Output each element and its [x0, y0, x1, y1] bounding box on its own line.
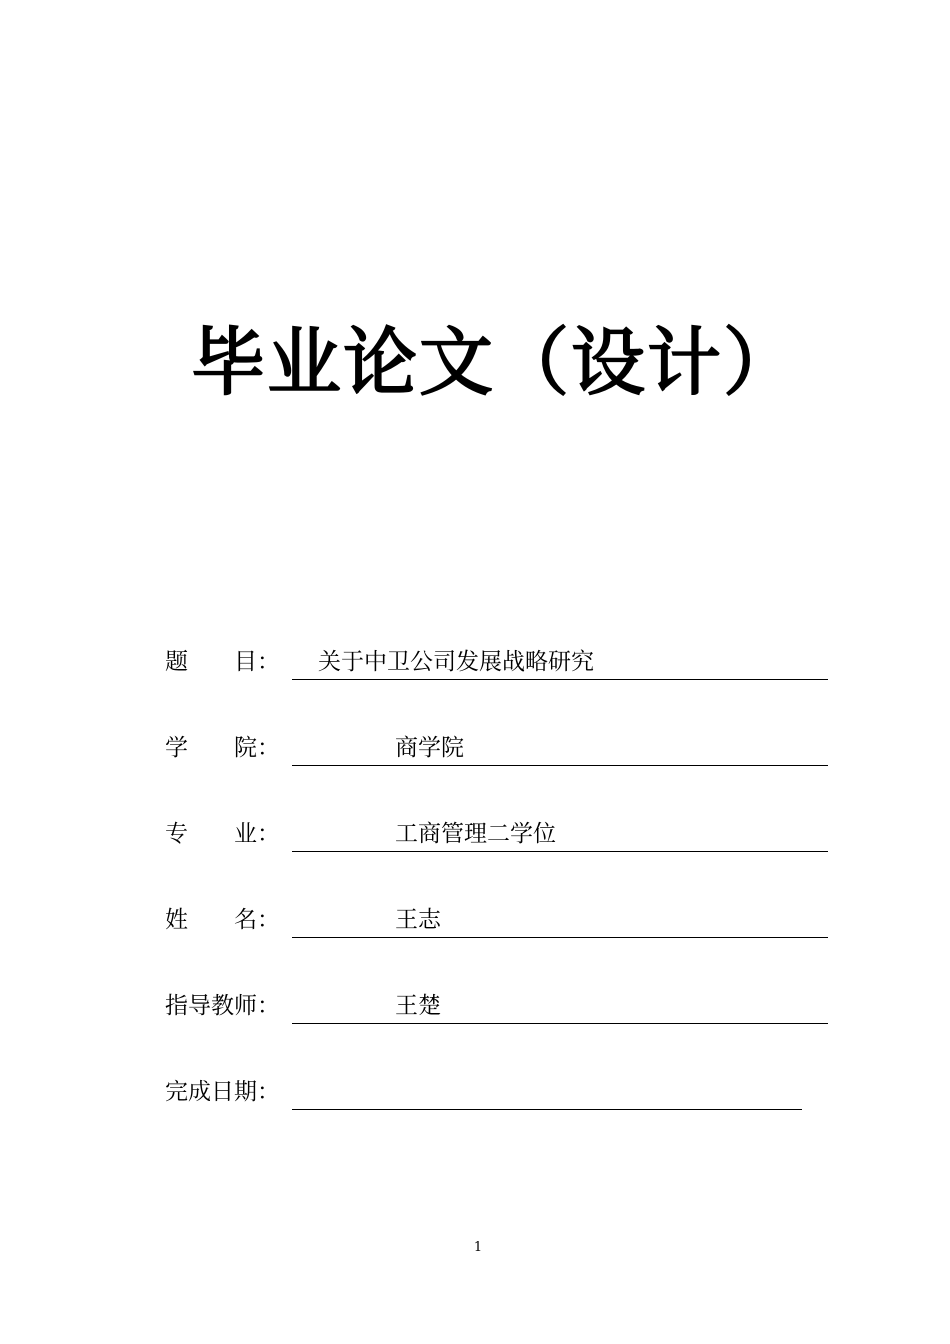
field-label-major: 专 业：: [165, 821, 280, 847]
field-label-title: 题 目：: [165, 649, 280, 675]
field-value-name: 王志: [395, 907, 441, 933]
field-label-completion-date: 完成日期：: [165, 1079, 280, 1105]
field-completion-date: [165, 1076, 805, 1110]
field-underline: [292, 765, 828, 766]
field-underline: [292, 937, 828, 938]
field-value-college: 商学院: [395, 735, 464, 761]
field-underline: [292, 1023, 828, 1024]
field-label-name: 姓 名：: [165, 907, 280, 933]
field-name: [165, 904, 830, 938]
field-underline: [292, 851, 828, 852]
field-advisor: [165, 990, 830, 1024]
field-underline: [292, 1109, 802, 1110]
field-value-title: 关于中卫公司发展战略研究: [318, 649, 594, 675]
field-underline: [292, 679, 828, 680]
field-label-college: 学 院：: [165, 735, 280, 761]
field-value-major: 工商管理二学位: [395, 821, 556, 847]
field-label-advisor: 指导教师：: [165, 993, 280, 1019]
page-number: 1: [473, 1240, 483, 1255]
field-value-advisor: 王楚: [395, 993, 441, 1019]
page-title: 毕业论文（设计）: [191, 320, 799, 406]
field-major: [165, 818, 830, 852]
field-college: [165, 732, 830, 766]
field-title: [165, 646, 830, 680]
